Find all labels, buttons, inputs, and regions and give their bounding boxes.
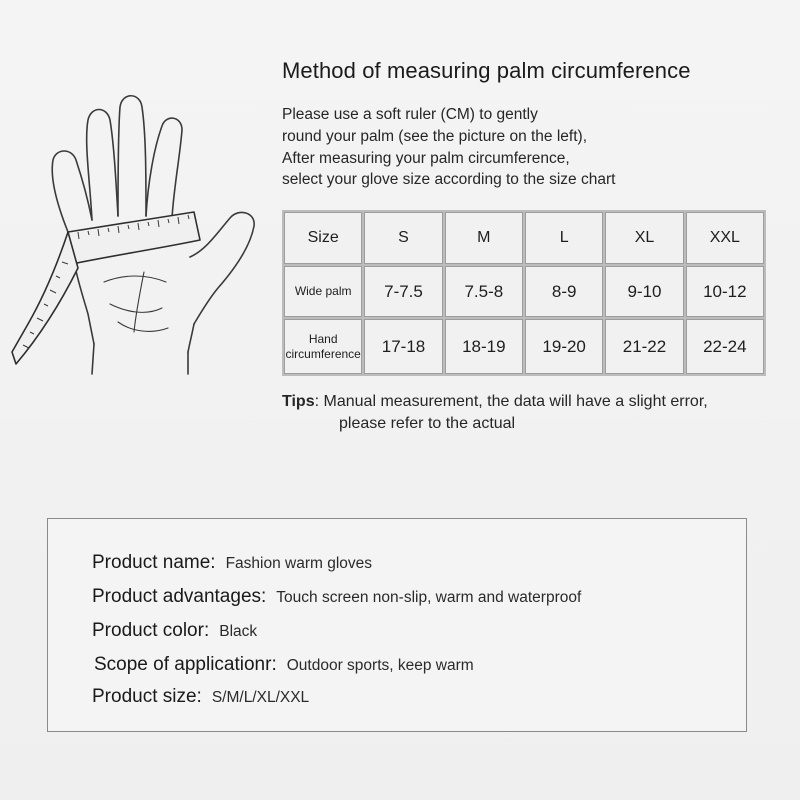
table-header-cell: XXL (686, 212, 764, 264)
scope-of-application-row (94, 654, 474, 676)
page-title: Method of measuring palm circumference (282, 58, 691, 83)
table-row (284, 319, 764, 374)
tips-text-continued: please refer to the actual (339, 415, 516, 432)
table-header-row (284, 212, 764, 264)
spec-value: Outdoor sports, keep warm (286, 657, 474, 674)
table-cell: 7-7.5 (364, 266, 442, 317)
table-cell: 10-12 (686, 266, 764, 317)
pinky-finger (52, 151, 92, 232)
tips-colon: : (314, 393, 320, 410)
product-color-row (92, 620, 257, 642)
table-cell: 22-24 (686, 319, 764, 374)
row-label-hand-circumference (284, 319, 362, 374)
hand-measuring-illustration (6, 82, 272, 382)
spec-key: Product advantages (92, 586, 262, 607)
instruction-line: After measuring your palm circumference, (282, 149, 570, 167)
spec-value: Black (219, 623, 258, 640)
spec-key: Product size (92, 686, 197, 707)
table-header-cell: S (364, 212, 442, 264)
tips-note (282, 391, 708, 435)
table-cell: 7.5-8 (445, 266, 523, 317)
table-cell: 19-20 (525, 319, 603, 374)
row-label-line: Hand (308, 331, 338, 346)
product-info-box (47, 518, 747, 732)
spec-colon: : (271, 654, 277, 675)
size-chart-table (282, 210, 766, 376)
spec-colon: : (196, 686, 202, 707)
row-label-wide-palm: Wide palm (284, 266, 362, 317)
instruction-line: Please use a soft ruler (CM) to gently (282, 106, 538, 123)
table-header-cell: XL (605, 212, 683, 264)
spec-key: Product name (92, 552, 211, 573)
table-cell: 18-19 (445, 319, 523, 374)
table-cell: 21-22 (605, 319, 683, 374)
instruction-line: select your glove size according to the size chart (282, 171, 616, 189)
middle-finger (118, 96, 146, 216)
spec-value: S/M/L/XL/XXL (211, 689, 310, 706)
table-header-cell: M (445, 212, 523, 264)
product-size-row (92, 686, 309, 708)
product-name-row (92, 552, 372, 574)
table-cell: 17-18 (364, 319, 442, 374)
product-advantages-row (92, 586, 581, 608)
palm-right-edge (188, 324, 194, 352)
spec-key: Scope of applicationr (94, 654, 272, 675)
spec-value: Fashion warm gloves (225, 555, 373, 572)
table-header-cell: L (525, 212, 603, 264)
index-finger (146, 118, 182, 218)
tips-text: Manual measurement, the data will have a slight error, (323, 393, 708, 410)
spec-key: Product color (92, 620, 204, 641)
thumb (190, 212, 254, 324)
tips-label: Tips (282, 393, 315, 410)
instruction-line: round your palm (see the picture on the left), (282, 127, 587, 145)
ring-finger (87, 110, 118, 221)
measuring-tape-icon (12, 212, 200, 364)
row-label-line: circumference (285, 346, 361, 361)
table-row (284, 266, 764, 317)
spec-value: Touch screen non-slip, warm and waterproof (276, 589, 582, 606)
wrist-line (92, 344, 94, 374)
tips-first-line (282, 391, 708, 413)
table-cell: 9-10 (605, 266, 683, 317)
measuring-instructions (282, 104, 615, 191)
spec-colon: : (203, 620, 210, 641)
spec-colon: : (210, 552, 216, 573)
table-header-cell: Size (284, 212, 362, 264)
table-cell: 8-9 (525, 266, 603, 317)
spec-colon: : (261, 586, 267, 607)
palm-left-edge (74, 262, 94, 344)
